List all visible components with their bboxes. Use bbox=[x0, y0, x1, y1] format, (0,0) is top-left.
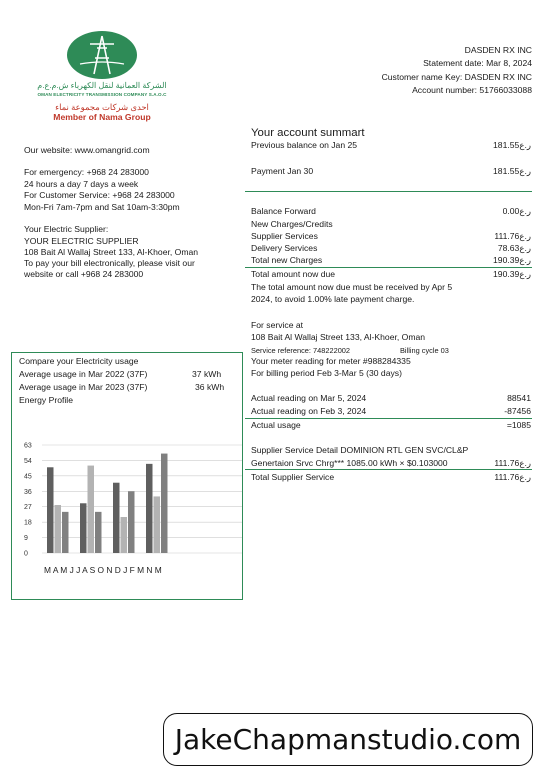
delivery-services-label: Delivery Services bbox=[251, 243, 318, 253]
chart-y-tick-label: 18 bbox=[24, 519, 32, 527]
divider bbox=[245, 418, 532, 419]
payment-row bbox=[251, 166, 531, 177]
actual-usage-value: =1085 bbox=[506, 420, 531, 430]
customer-service-hours: Mon-Fri 7am-7pm and Sat 10am-3:30pm bbox=[24, 202, 180, 212]
actual-reading-feb-label: Actual reading on Feb 3, 2024 bbox=[251, 406, 367, 416]
balance-forward-label: Balance Forward bbox=[251, 206, 316, 216]
actual-reading-mar-row bbox=[251, 393, 531, 403]
service-reference: Service reference: 748222002 bbox=[251, 346, 351, 355]
website-text: Our website: www.omangrid.com bbox=[24, 145, 150, 155]
supplier-address: 108 Bait Al Wallaj Street 133, Al-Khoer, Oman bbox=[24, 247, 199, 257]
customer-service-phone: For Customer Service: +968 24 283000 bbox=[24, 190, 175, 200]
emergency-hours: 24 hours a day 7 days a week bbox=[24, 179, 139, 189]
billing-cycle: Billing cycle 03 bbox=[400, 346, 449, 355]
statement-date: Statement date: Mar 8, 2024 bbox=[423, 58, 532, 69]
chart-y-tick-label: 27 bbox=[24, 504, 32, 512]
balance-forward-amount: ر.ع0.00 bbox=[502, 206, 531, 216]
chart-y-tick-label: 54 bbox=[24, 457, 32, 465]
chart-bar bbox=[113, 483, 120, 553]
total-supplier-row bbox=[251, 472, 531, 483]
balance-forward-row bbox=[251, 206, 531, 217]
previous-balance-row bbox=[251, 140, 531, 151]
usage-comparison-box bbox=[11, 352, 243, 600]
due-note-line2: 2024, to avoid 1.00% late payment charge. bbox=[251, 294, 415, 304]
chart-bar bbox=[47, 467, 54, 553]
actual-reading-feb-row bbox=[251, 406, 531, 416]
chart-bar bbox=[146, 464, 153, 553]
supplier-name: YOUR ELECTRIC SUPPLIER bbox=[24, 236, 139, 246]
chart-bar bbox=[154, 496, 161, 553]
company-name-arabic: الشركة العمانية لنقل الكهرباء ش.م.ع.م bbox=[37, 81, 167, 90]
actual-reading-feb-value: -87456 bbox=[504, 406, 531, 416]
chart-y-tick-label: 36 bbox=[24, 488, 32, 496]
energy-profile-label: Energy Profile bbox=[19, 395, 73, 405]
total-new-charges-amount: ر.ع190.39 bbox=[493, 255, 531, 265]
account-number: Account number: 51766033088 bbox=[412, 84, 532, 95]
chart-y-tick-label: 45 bbox=[24, 473, 32, 481]
pay-instructions-line1: To pay your bill electronically, please visit our bbox=[24, 258, 195, 268]
billing-period: For billing period Feb 3-Mar 5 (30 days) bbox=[251, 368, 402, 378]
due-note-line1: The total amount now due must be received by Apr 5 bbox=[251, 282, 453, 292]
generation-charge-amount: ر.ع111.76 bbox=[494, 458, 531, 468]
summary-title: Your account summart bbox=[251, 127, 365, 139]
avg-2023-label: Average usage in Mar 2023 (37F) bbox=[19, 382, 148, 392]
chart-x-axis-labels: M A M J J A S O N D J F M N M bbox=[44, 565, 162, 575]
generation-charge-label: Genertaion Srvc Chrg*** 1085.00 kWh × $0.103000 bbox=[251, 458, 448, 468]
chart-bar bbox=[161, 454, 168, 553]
payment-label: Payment Jan 30 bbox=[251, 166, 314, 176]
supplier-services-label: Supplier Services bbox=[251, 231, 318, 241]
avg-2022-value: 37 kWh bbox=[192, 369, 222, 379]
avg-2023-value: 36 kWh bbox=[195, 382, 225, 392]
new-charges-row bbox=[251, 219, 531, 229]
avg-2022-label: Average usage in Mar 2022 (37F) bbox=[19, 369, 148, 379]
meter-reading-label: Your meter reading for meter #988284335 bbox=[251, 356, 411, 366]
chart-bar bbox=[88, 466, 95, 553]
for-service-label: For service at bbox=[251, 320, 304, 330]
chart-y-tick-label: 63 bbox=[24, 442, 32, 450]
total-due-amount: ر.ع190.39 bbox=[493, 269, 531, 279]
generation-charge-row bbox=[251, 458, 531, 469]
actual-reading-mar-value: 88541 bbox=[507, 393, 531, 403]
chart-bar bbox=[128, 491, 135, 553]
actual-reading-mar-label: Actual reading on Mar 5, 2024 bbox=[251, 393, 367, 403]
account-header bbox=[382, 44, 532, 97]
divider bbox=[245, 191, 532, 192]
watermark-banner bbox=[163, 713, 533, 766]
service-address: 108 Bait Al Wallaj Street 133, Al-Khoer, Oman bbox=[251, 332, 426, 342]
supplier-services-amount: ر.ع111.76 bbox=[494, 231, 531, 241]
chart-bar bbox=[95, 512, 102, 553]
emergency-phone: For emergency: +968 24 283000 bbox=[24, 167, 149, 177]
previous-balance-amount: ر.ع181.55 bbox=[493, 140, 531, 150]
chart-bar bbox=[62, 512, 69, 553]
payment-amount: ر.ع181.55 bbox=[493, 166, 531, 176]
total-new-charges-label: Total new Charges bbox=[251, 255, 323, 265]
chart-bar bbox=[121, 517, 128, 553]
transmission-tower-logo-icon bbox=[66, 30, 138, 80]
chart-y-tick-label: 9 bbox=[24, 535, 28, 543]
chart-y-tick-label: 0 bbox=[24, 550, 28, 558]
divider bbox=[245, 469, 532, 470]
divider bbox=[245, 267, 532, 268]
total-supplier-amount: ر.ع111.76 bbox=[494, 472, 531, 482]
total-due-label: Total amount now due bbox=[251, 269, 336, 279]
company-name-english: OMAN ELECTRICITY TRANSMISSION COMPANY S.A.O.C bbox=[37, 92, 167, 97]
chart-bar bbox=[80, 503, 87, 553]
group-name-english: Member of Nama Group bbox=[53, 112, 151, 122]
delivery-services-amount: ر.ع78.63 bbox=[497, 243, 531, 253]
new-charges-label: New Charges/Credits bbox=[251, 219, 333, 229]
supplier-services-row bbox=[251, 231, 531, 242]
supplier-label: Your Electric Supplier: bbox=[24, 224, 109, 234]
energy-profile-chart bbox=[12, 433, 242, 583]
company-logo bbox=[22, 30, 182, 122]
chart-bar bbox=[55, 505, 62, 553]
usage-title: Compare your Electricity usage bbox=[19, 356, 139, 366]
previous-balance-label: Previous balance on Jan 25 bbox=[251, 140, 358, 150]
pay-instructions-line2: website or call +968 24 283000 bbox=[24, 269, 144, 279]
customer-name-key: Customer name Key: DASDEN RX INC bbox=[381, 71, 532, 82]
total-supplier-label: Total Supplier Service bbox=[251, 472, 335, 482]
customer-name: DASDEN RX INC bbox=[464, 45, 532, 55]
group-name-arabic: احدى شركات مجموعة نماء bbox=[55, 102, 149, 112]
actual-usage-row bbox=[251, 420, 531, 430]
supplier-detail: Supplier Service Detail DOMINION RTL GEN SVC/CL&P bbox=[251, 445, 469, 455]
total-new-charges-row bbox=[251, 255, 531, 266]
actual-usage-label: Actual usage bbox=[251, 420, 301, 430]
delivery-services-row bbox=[251, 243, 531, 254]
watermark-text: JakeChapmanstudio.com bbox=[174, 723, 522, 756]
total-due-row bbox=[251, 269, 531, 280]
